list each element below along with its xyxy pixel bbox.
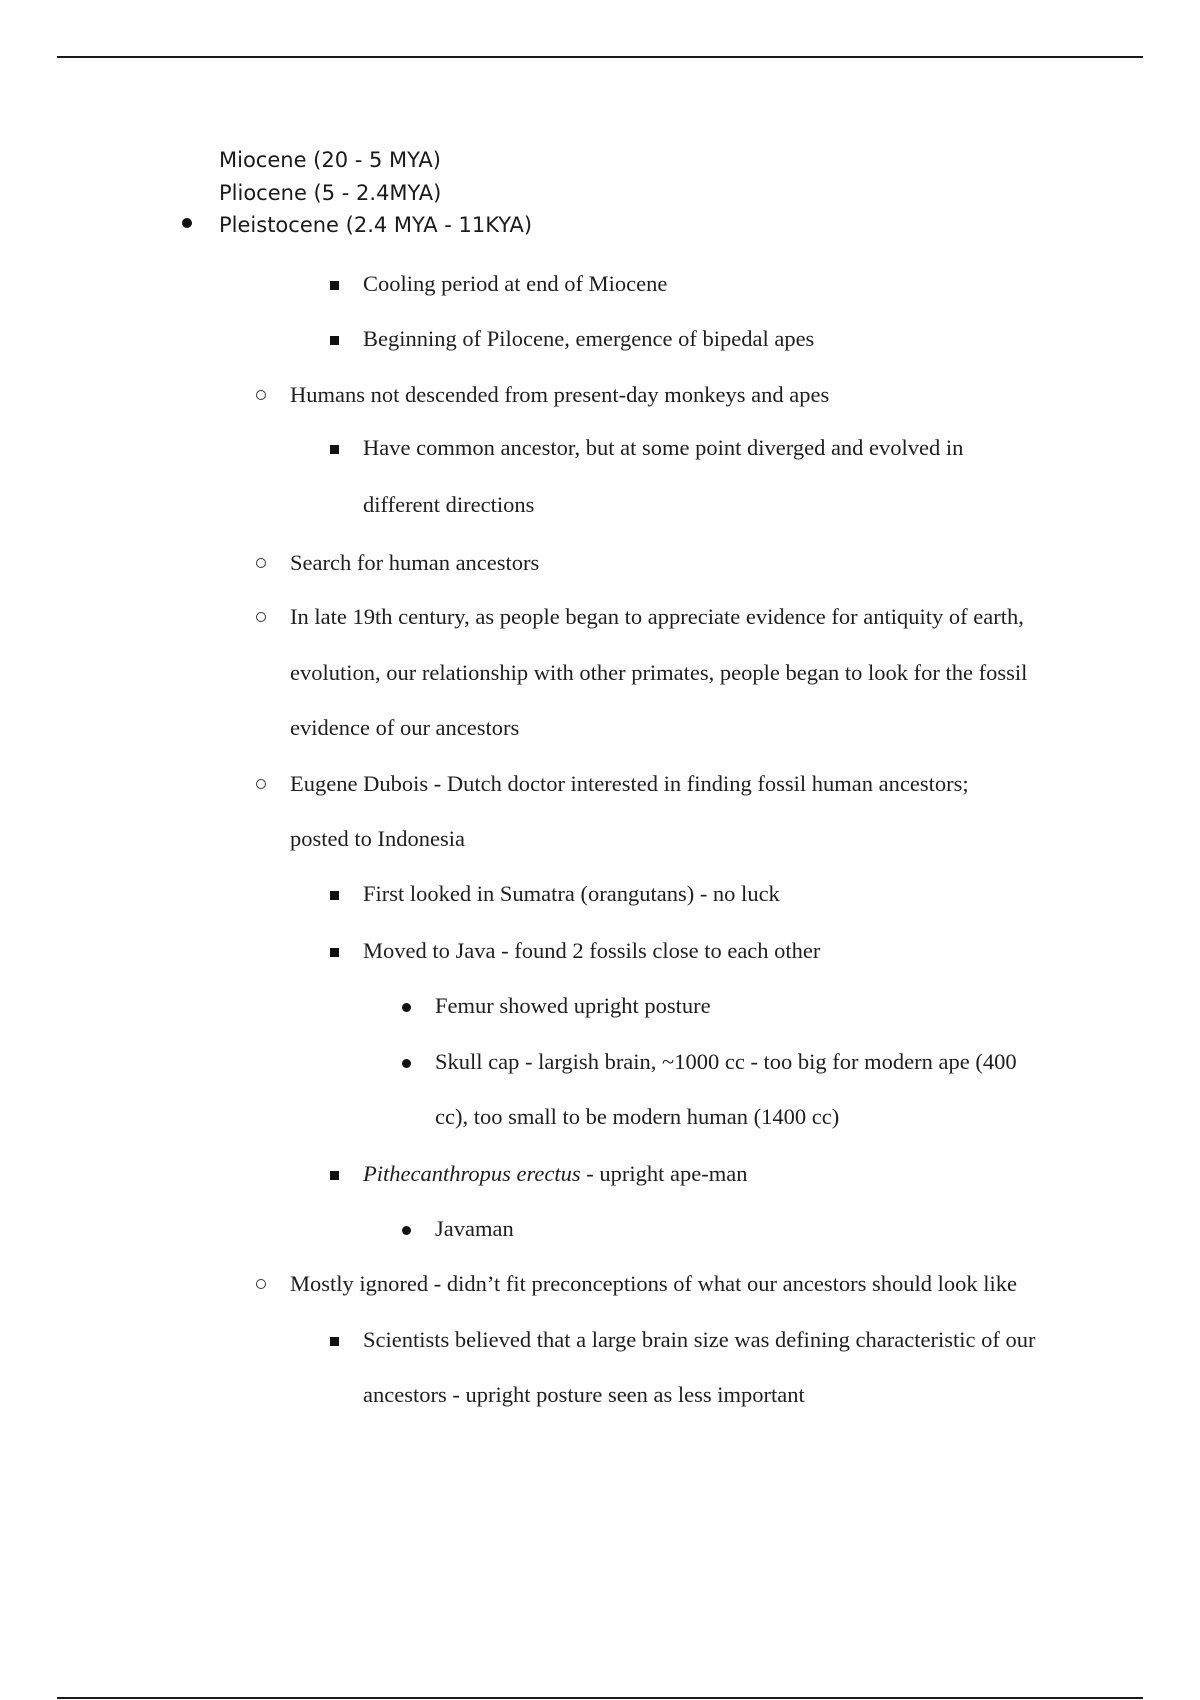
note-scientists-line1: Scientists believed that a large brain size was defining characteristic of our [363, 1327, 1036, 1352]
square-bullet-icon [330, 1171, 339, 1180]
note-not-descended: Humans not descended from present-day monkeys and apes [290, 382, 830, 407]
note-pilocene: Beginning of Pilocene, emergence of bipedal apes [363, 326, 815, 351]
note-dubois-line2: posted to Indonesia [290, 826, 465, 851]
note-dubois-line1: Eugene Dubois - Dutch doctor interested in finding fossil human ancestors; [290, 771, 969, 796]
square-bullet-icon [330, 891, 339, 900]
note-pithecanthropus [363, 1160, 748, 1188]
square-bullet-icon [330, 1337, 339, 1346]
note-skull-line2: cc), too small to be modern human (1400 cc) [435, 1104, 840, 1129]
circle-bullet-icon [256, 558, 266, 568]
circle-bullet-icon [256, 612, 266, 622]
note-search: Search for human ancestors [290, 550, 540, 575]
disc-bullet-icon [402, 1226, 411, 1235]
epoch-pleistocene: Pleistocene (2.4 MYA - 11KYA) [219, 213, 533, 237]
note-late19-line2: evolution, our relationship with other primates, people began to look for the fossil [290, 660, 1028, 685]
disc-bullet-icon [402, 1003, 411, 1012]
note-common-ancestor-line1: Have common ancestor, but at some point diverged and evolved in [363, 435, 964, 460]
species-name: Pithecanthropus erectus [363, 1161, 581, 1186]
circle-bullet-icon [256, 1279, 266, 1289]
top-rule [57, 56, 1143, 58]
note-cooling: Cooling period at end of Miocene [363, 271, 668, 296]
note-java: Moved to Java - found 2 fossils close to each other [363, 938, 821, 963]
circle-bullet-icon [256, 390, 266, 400]
bottom-rule [57, 1697, 1143, 1699]
epoch-list [219, 144, 532, 242]
note-javaman: Javaman [435, 1216, 514, 1241]
square-bullet-icon [330, 948, 339, 957]
square-bullet-icon [330, 445, 339, 454]
note-late19-line1: In late 19th century, as people began to appreciate evidence for antiquity of earth, [290, 604, 1024, 629]
note-late19-line3: evidence of our ancestors [290, 715, 520, 740]
bullet-disc-icon [182, 218, 192, 228]
note-femur: Femur showed upright posture [435, 993, 711, 1018]
disc-bullet-icon [402, 1059, 411, 1068]
note-common-ancestor-line2: different directions [363, 492, 535, 517]
note-sumatra: First looked in Sumatra (orangutans) - no luck [363, 881, 780, 906]
epoch-miocene: Miocene (20 - 5 MYA) [219, 148, 441, 172]
note-ignored: Mostly ignored - didn’t fit preconceptions of what our ancestors should look like [290, 1271, 1017, 1296]
epoch-pliocene: Pliocene (5 - 2.4MYA) [219, 180, 442, 205]
note-skull-line1: Skull cap - largish brain, ~1000 cc - too big for modern ape (400 [435, 1049, 1017, 1074]
square-bullet-icon [330, 336, 339, 345]
note-scientists-line2: ancestors - upright posture seen as less important [363, 1382, 805, 1407]
species-description: - upright ape-man [580, 1161, 748, 1186]
square-bullet-icon [330, 281, 339, 290]
circle-bullet-icon [256, 779, 266, 789]
